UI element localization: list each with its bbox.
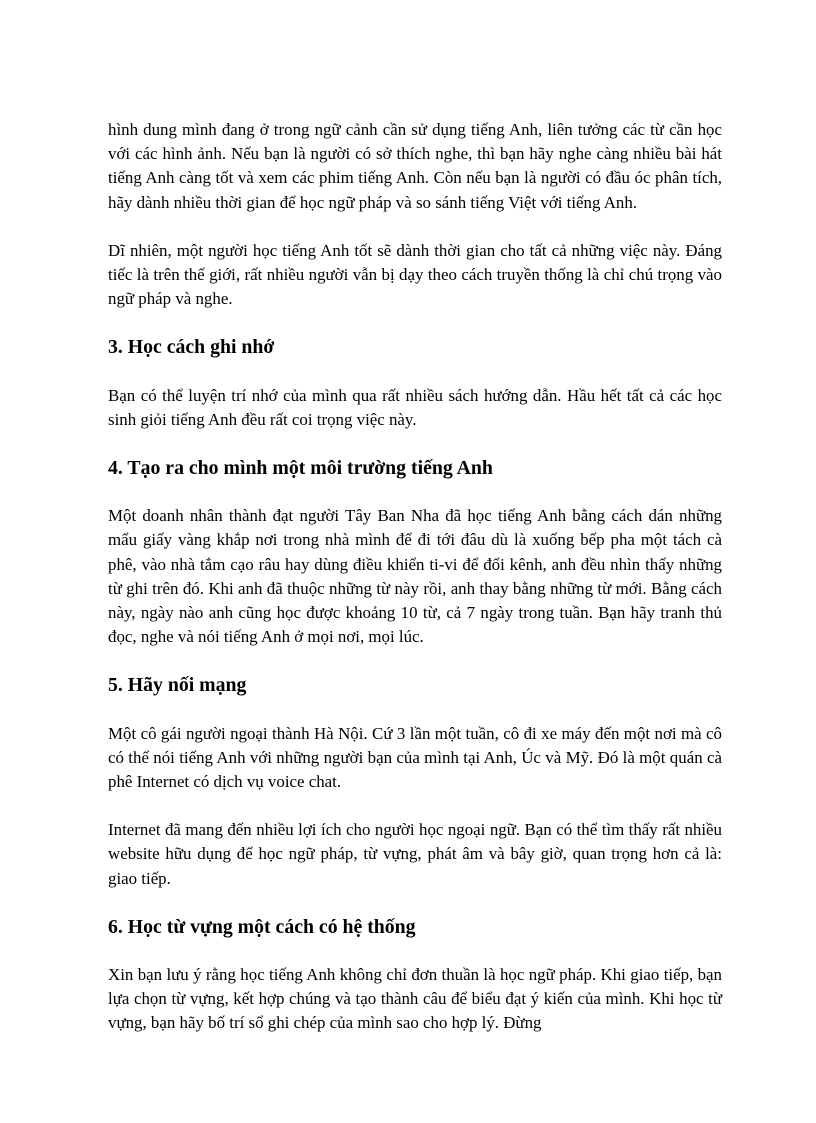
heading-section-6: 6. Học từ vựng một cách có hệ thống <box>108 915 416 938</box>
paragraph-internet-cafe: Một cô gái người ngoại thành Hà Nội. Cứ 3 lần một tuần, cô đi xe máy đến một nơi mà cô có thể nói tiếng Anh với những người bạn của mình tại Anh, Úc và Mỹ. Đó là một quán cà phê Internet có dịch vụ voice chat. <box>108 723 722 792</box>
paragraph-traditional-teaching: Dĩ nhiên, một người học tiếng Anh tốt sẽ dành thời gian cho tất cả những việc này. Đáng tiếc là trên thế giới, rất nhiều người vẫn bị dạy theo cách truyền thống là chỉ chú trọng vào ngữ pháp và nghe. <box>108 240 722 309</box>
heading-section-4: 4. Tạo ra cho mình một môi trường tiếng Anh <box>108 457 493 480</box>
paragraph-memory: Bạn có thể luyện trí nhớ của mình qua rất nhiều sách hướng dẫn. Hầu hết tất cả các học sinh giỏi tiếng Anh đều rất coi trọng việc này. <box>108 385 722 429</box>
paragraph-internet-benefits: Internet đã mang đến nhiều lợi ích cho người học ngoại ngữ. Bạn có thể tìm thấy rất nhiều website hữu dụng để học ngữ pháp, từ vựng, phát âm và bây giờ, quan trọng hơn cả là: giao tiếp. <box>108 820 722 888</box>
heading-section-5: 5. Hãy nối mạng <box>108 674 247 697</box>
paragraph-intro-continuation: hình dung mình đang ở trong ngữ cảnh cần sử dụng tiếng Anh, liên tưởng các từ cần học với các hình ảnh. Nếu bạn là người có sở thích nghe, thì bạn hãy nghe càng nhiều bài hát tiếng Anh càng tốt và xem các phim tiếng Anh. Còn nếu bạn là người có đầu óc phân tích, hãy dành nhiều thời gian để học ngữ pháp và so sánh tiếng Việt với tiếng Anh. <box>108 120 722 212</box>
paragraph-environment: Một doanh nhân thành đạt người Tây Ban Nha đã học tiếng Anh bằng cách dán những mẩu giấy vàng khắp nơi trong nhà mình để đi tới đâu dù là xuống bếp pha một tách cà phê, vào nhà tắm cạo râu hay dùng điều khiển ti-vi để đổi kênh, anh đều nhìn thấy những từ ghi trên đó. Khi anh đã thuộc những từ này rồi, anh thay bằng những từ mới. Bằng cách này, ngày nào anh cũng học được khoảng 10 từ, cả 7 ngày trong tuần. Bạn hãy tranh thủ đọc, nghe và nói tiếng Anh ở mọi nơi, mọi lúc. <box>108 506 722 647</box>
document-page <box>108 118 722 1060</box>
heading-section-3: 3. Học cách ghi nhớ <box>108 336 275 359</box>
paragraph-vocabulary: Xin bạn lưu ý rằng học tiếng Anh không chỉ đơn thuần là học ngữ pháp. Khi giao tiếp, bạn lựa chọn từ vựng, kết hợp chúng và tạo thành câu để biểu đạt ý kiến của mình. Khi học từ vựng, bạn hãy bố trí sổ ghi chép của mình sao cho hợp lý. Đừng <box>108 965 722 1033</box>
